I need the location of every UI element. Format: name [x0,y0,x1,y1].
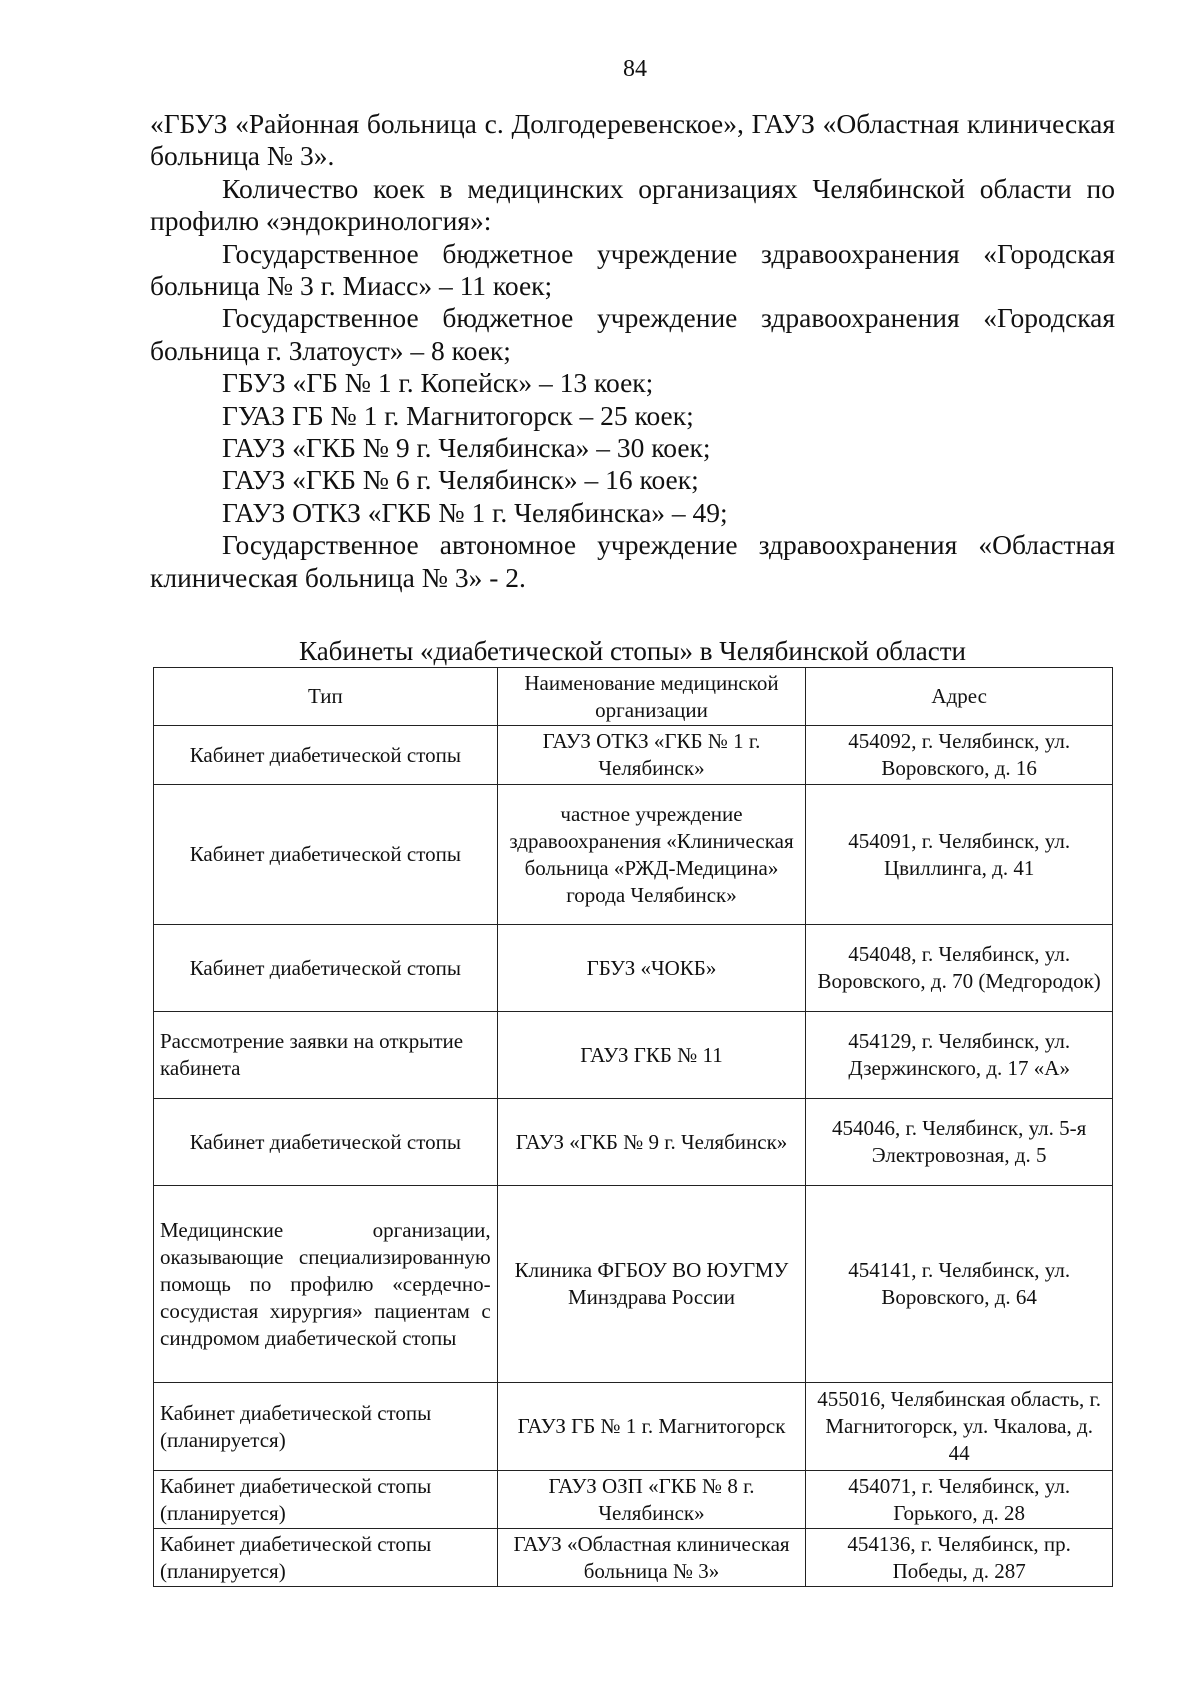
table-row [154,1012,1113,1099]
cell-type: Медицинские организации, оказывающие специализированную помощь по профилю «сердечно-сосудистая хирургия» пациентам с синдромом диабетической стопы [154,1186,498,1383]
table-row [154,1099,1113,1186]
cell-address: 454136, г. Челябинск, пр. Победы, д. 287 [806,1529,1113,1587]
cell-address: 454141, г. Челябинск, ул. Воровского, д. 64 [806,1186,1113,1383]
cell-address: 455016, Челябинская область, г. Магнитогорск, ул. Чкалова, д. 44 [806,1383,1113,1471]
cabinets-table [153,667,1113,1587]
cell-type: Кабинет диабетической стопы [154,1099,498,1186]
paragraph: «ГБУЗ «Районная больница с. Долгодеревенское», ГАУЗ «Областная клиническая больница № 3». [150,108,1115,172]
cell-type: Кабинет диабетической стопы [154,785,498,925]
header-address: Адрес [806,668,1113,726]
cell-organization: ГАУЗ ОЗП «ГКБ № 8 г. Челябинск» [497,1471,806,1529]
table-row [154,785,1113,925]
paragraph: Государственное бюджетное учреждение здравоохранения «Городская больница № 3 г. Миасс» – 11 коек; [150,237,1115,302]
cell-type: Кабинет диабетической стопы (планируется) [154,1383,498,1471]
table-title: Кабинеты «диабетической стопы» в Челябинской области [299,636,966,666]
paragraph: ГАУЗ «ГКБ № 6 г. Челябинск» – 16 коек; [222,464,699,496]
header-organization: Наименование медицинской организации [497,668,806,726]
cell-type: Рассмотрение заявки на открытие кабинета [154,1012,498,1099]
table-row [154,1529,1113,1587]
cell-organization: ГАУЗ «ГКБ № 9 г. Челябинск» [497,1099,806,1186]
table-row [154,1186,1113,1383]
body-text [150,108,1115,594]
header-type: Тип [154,668,498,726]
cell-type: Кабинет диабетической стопы (планируется) [154,1529,498,1587]
cell-organization: ГАУЗ ОТКЗ «ГКБ № 1 г. Челябинск» [497,726,806,785]
cell-address: 454091, г. Челябинск, ул. Цвиллинга, д. 41 [806,785,1113,925]
table-row [154,1471,1113,1529]
cell-organization: частное учреждение здравоохранения «Клиническая больница «РЖД-Медицина» города Челябинск» [497,785,806,925]
cell-address: 454071, г. Челябинск, ул. Горького, д. 28 [806,1471,1113,1529]
paragraph: ГАУЗ ОТКЗ «ГКБ № 1 г. Челябинска» – 49; [222,496,728,528]
cell-address: 454048, г. Челябинск, ул. Воровского, д. 70 (Медгородок) [806,925,1113,1012]
table-row [154,726,1113,785]
cell-organization: Клиника ФГБОУ ВО ЮУГМУ Минздрава России [497,1186,806,1383]
cell-address: 454092, г. Челябинск, ул. Воровского, д. 16 [806,726,1113,785]
cell-type: Кабинет диабетической стопы [154,925,498,1012]
table-row [154,1383,1113,1471]
cell-organization: ГАУЗ ГБ № 1 г. Магнитогорск [497,1383,806,1471]
paragraph: Количество коек в медицинских организациях Челябинской области по профилю «эндокринология»: [150,172,1115,237]
paragraph: ГАУЗ «ГКБ № 9 г. Челябинска» – 30 коек; [222,432,711,464]
cell-address: 454129, г. Челябинск, ул. Дзержинского, д. 17 «А» [806,1012,1113,1099]
table-row [154,925,1113,1012]
paragraph: ГУАЗ ГБ № 1 г. Магнитогорск – 25 коек; [222,399,694,431]
cell-address: 454046, г. Челябинск, ул. 5-я Электровозная, д. 5 [806,1099,1113,1186]
cell-type: Кабинет диабетической стопы (планируется) [154,1471,498,1529]
cell-organization: ГАУЗ «Областная клиническая больница № 3» [497,1529,806,1587]
paragraph: Государственное автономное учреждение здравоохранения «Областная клиническая больница № 3» - 2. [150,529,1115,593]
paragraph: ГБУЗ «ГБ № 1 г. Копейск» – 13 коек; [222,367,654,399]
cell-organization: ГАУЗ ГКБ № 11 [497,1012,806,1099]
table-header-row [154,668,1113,726]
paragraph: Государственное бюджетное учреждение здравоохранения «Городская больница г. Златоуст» – 8 коек; [150,302,1115,366]
cell-type: Кабинет диабетической стопы [154,726,498,785]
page-number: 84 [623,56,647,82]
cell-organization: ГБУЗ «ЧОКБ» [497,925,806,1012]
